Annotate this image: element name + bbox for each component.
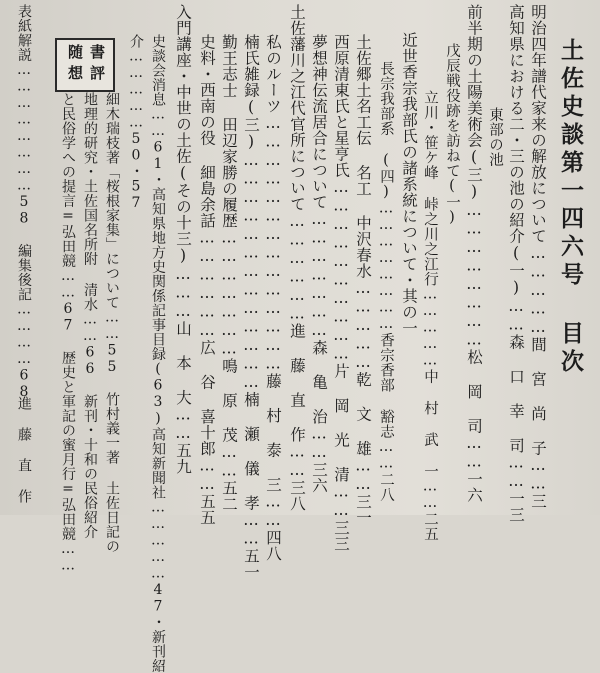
page-title: 土佐史談第一四六号 目次 [557, 38, 583, 377]
toc-entry: 高知県における二・三の池の紹介(一)……森 口 幸 司……一三 [507, 4, 525, 523]
toc-entry: 明治四年譜代家来の解放について……………間 宮 尚 子……三 [529, 4, 547, 509]
toc-entry: と民俗学への提言=弘田競……67 歴史と軍記の蜜月行=弘田競…… [60, 92, 76, 574]
toc-entry: 土佐藩川之江代官所について………………進 藤 直 作……三八 [288, 4, 306, 512]
toc-subentry: 立川・笹ケ峰 峠之川之江行……………中 村 武 一……二五 [422, 60, 438, 542]
toc-subentry: 東部の池 [487, 92, 503, 167]
toc-entry: 西原清東氏と星亨氏…………………………片 岡 光 清……三三 [332, 34, 350, 552]
author-name: 進 藤 直 作 [16, 396, 32, 504]
toc-entry: 夢想神伝流居合について…………………森 亀 治……三六 [310, 34, 328, 494]
stamp-line-essay: 随想 [66, 44, 84, 86]
toc-entry: 地理的研究・土佐国名所附 清水……66 新刊・十和の民俗紹介 [82, 92, 98, 539]
toc-entry: 史料・西南の役 細島余話………………広 谷 喜十郎……五五 [198, 34, 216, 526]
toc-subentry: 長宗我部系 (四)……………………香宗香部 豁志……二八 [378, 46, 394, 502]
toc-entry: 楠氏雑録(三)…………………………………楠 瀬 儀 孝……五一 [242, 34, 260, 580]
stamp-line-review: 書評 [88, 44, 106, 86]
toc-entry: 細木瑞枝著「桜根家集」について……55 竹村義一著 土佐日記の [104, 92, 120, 554]
toc-entry: 私のルーツ……………………………………藤 村 泰 三……四八 [264, 34, 282, 562]
toc-entry: 前半期の土陽美術会(三)……………………松 岡 司……一六 [465, 4, 483, 503]
essay-review-stamp [55, 38, 115, 92]
toc-entry: 史談会消息……61・高知県地方史関係記事目録(63)高知新聞社……………47・新刊紹 [150, 34, 166, 673]
toc-entry: 表紙解説……………………58 編集後記…………68 [16, 4, 32, 401]
toc-entry: 近世香宗我部氏の諸系統について・其の一 [400, 32, 418, 336]
toc-entry: 勤王志士 田辺家勝の履歴…………………鳴 原 茂……五二 [220, 34, 238, 512]
toc-entry: 入門講座・中世の土佐(その十三)………山 本 大……五九 [174, 4, 192, 475]
toc-entry: 介……………50・57 [128, 34, 144, 212]
toc-entry: 土佐郷土名工伝 名工 中沢春水……………乾 文 雄……三一 [354, 34, 372, 526]
toc-subentry: 戊辰戦役跡を訪ねて(一) [444, 28, 460, 226]
